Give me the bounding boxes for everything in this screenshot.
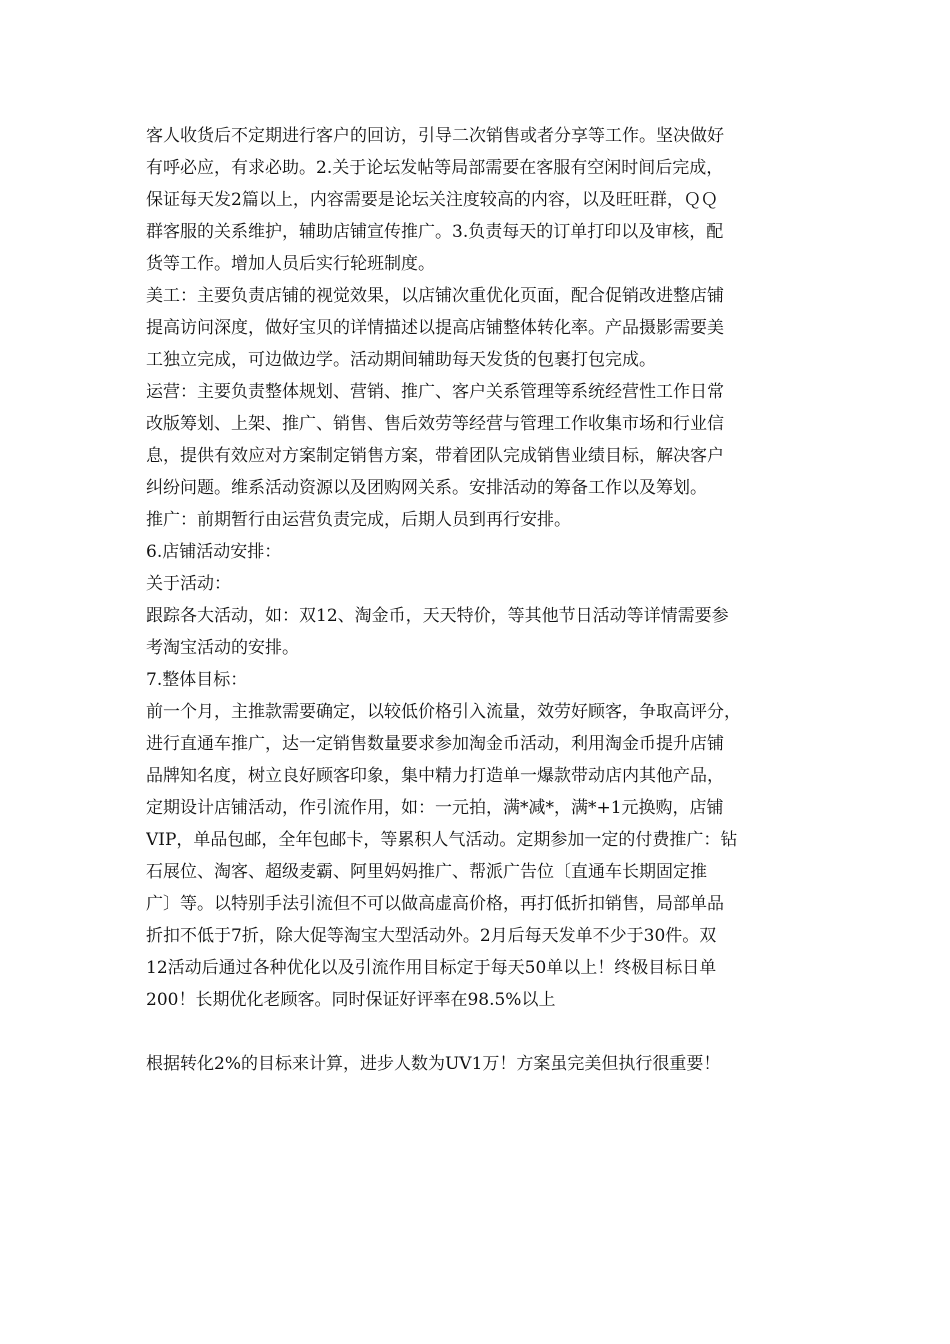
text-line: 美工：主要负责店铺的视觉效果，以店铺次重优化页面，配合促销改进整店铺 — [146, 286, 724, 306]
text-line: 改版筹划、上架、推广、销售、售后效劳等经营与管理工作收集市场和行业信 — [146, 414, 724, 434]
text-line: 跟踪各大活动，如：双12、淘金币，天天特价，等其他节日活动等详情需要参 — [146, 606, 729, 626]
blank-line — [146, 1016, 810, 1048]
document-body — [146, 120, 810, 1080]
subheading: 关于活动： — [146, 574, 231, 594]
section-heading: 7.整体目标： — [146, 670, 248, 690]
text-line: 提高访问深度，做好宝贝的详情描述以提高店铺整体转化率。产品摄影需要美 — [146, 318, 724, 338]
text-line: 进行直通车推广，达一定销售数量要求参加淘金币活动，利用淘金币提升店铺 — [146, 734, 724, 754]
text-line: 群客服的关系维护，辅助店铺宣传推广。3.负责每天的订单打印以及审核，配 — [146, 222, 724, 242]
text-line: VIP，单品包邮，全年包邮卡，等累积人气活动。定期参加一定的付费推广：钻 — [146, 830, 738, 850]
text-line: 考淘宝活动的安排。 — [146, 638, 299, 658]
text-line: 定期设计店铺活动，作引流作用，如：一元拍，满*减*，满*+1元换购，店铺 — [146, 798, 724, 818]
text-line: 前一个月，主推款需要确定，以较低价格引入流量，效劳好顾客，争取高评分， — [146, 702, 741, 722]
section-heading: 6.店铺活动安排： — [146, 542, 282, 562]
text-line: 货等工作。增加人员后实行轮班制度。 — [146, 254, 435, 274]
text-line: 折扣不低于7折，除大促等淘宝大型活动外。2月后每天发单不少于30件。双 — [146, 926, 717, 946]
text-line: 广〕等。以特别手法引流但不可以做高虚高价格，再打低折扣销售，局部单品 — [146, 894, 724, 914]
text-line: 石展位、淘客、超级麦霸、阿里妈妈推广、帮派广告位〔直通车长期固定推 — [146, 862, 707, 882]
text-line: 息，提供有效应对方案制定销售方案，带着团队完成销售业绩目标，解决客户 — [146, 446, 724, 466]
closing-line: 根据转化2%的目标来计算，进步人数为UV1万！方案虽完美但执行很重要！ — [146, 1054, 721, 1074]
text-line: 有呼必应，有求必助。2.关于论坛发帖等局部需要在客服有空闲时间后完成， — [146, 158, 724, 178]
text-line: 运营：主要负责整体规划、营销、推广、客户关系管理等系统经营性工作日常 — [146, 382, 724, 402]
text-line: 12活动后通过各种优化以及引流作用目标定于每天50单以上！终极目标日单 — [146, 958, 717, 978]
text-line: 保证每天发2篇以上，内容需要是论坛关注度较高的内容，以及旺旺群，ＱＱ — [146, 190, 718, 210]
text-line: 工独立完成，可边做边学。活动期间辅助每天发货的包裹打包完成。 — [146, 350, 656, 370]
text-line: 200！长期优化老顾客。同时保证好评率在98.5%以上 — [146, 990, 556, 1010]
text-line: 纠纷问题。维系活动资源以及团购网关系。安排活动的筹备工作以及筹划。 — [146, 478, 707, 498]
text-line: 推广：前期暂行由运营负责完成，后期人员到再行安排。 — [146, 510, 571, 530]
text-line: 品牌知名度，树立良好顾客印象，集中精力打造单一爆款带动店内其他产品， — [146, 766, 724, 786]
text-line: 客人收货后不定期进行客户的回访，引导二次销售或者分享等工作。坚决做好 — [146, 126, 724, 146]
